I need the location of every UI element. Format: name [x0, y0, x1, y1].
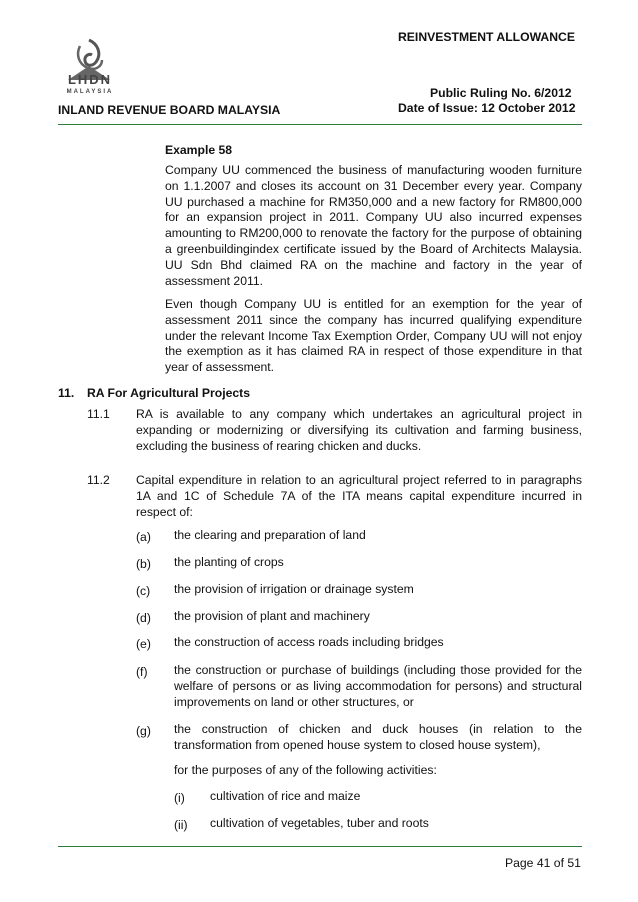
subsection-11-1-number: 11.1: [87, 407, 110, 421]
organization-name: INLAND REVENUE BOARD MALAYSIA: [58, 103, 281, 117]
list-item-label: (c): [136, 584, 151, 598]
list-item: the provision of plant and machinery: [174, 609, 370, 623]
section-title: RA For Agricultural Projects: [87, 386, 250, 400]
list-item: the provision of irrigation or drainage system: [174, 582, 414, 596]
subsection-11-2-number: 11.2: [87, 473, 110, 487]
subsection-11-2-text: Capital expenditure in relation to an agricultural project referred to in paragraphs 1A and 1C of Schedule 7A of the ITA means capital expenditure incurred in respect of:: [136, 473, 582, 519]
list-item: the construction or purchase of buildings (including those provided for the welfare of persons or as living accommodation for persons) and structural improvements on land or other structures, or: [174, 663, 582, 709]
list-item: the clearing and preparation of land: [174, 528, 366, 542]
activity-label: (i): [174, 791, 185, 805]
list-item-label: (b): [136, 557, 151, 571]
activity-item: cultivation of rice and maize: [210, 789, 361, 803]
example-heading: Example 58: [165, 143, 233, 157]
list-item-label: (f): [136, 665, 148, 679]
list-item-label: (a): [136, 530, 151, 544]
example-paragraph-2: Even though Company UU is entitled for an exemption for the year of assessment 2011 since the company has incurred qualifying expenditure under the relevant Income Tax Exemption Order, Company UU will not enjoy the exemption as it has claimed RA in respect of those expenditure in that year of assessment.: [165, 297, 582, 375]
list-item: the construction of chicken and duck houses (in relation to the transformation from opened house system to closed house system),: [174, 722, 582, 752]
logo-text-bottom: MALAYSIA: [66, 89, 114, 95]
activity-label: (ii): [174, 818, 188, 832]
ruling-number: Public Ruling No. 6/2012: [430, 86, 572, 100]
list-item-label: (d): [136, 611, 151, 625]
section-number: 11.: [58, 386, 75, 400]
example-paragraph-1: Company UU commenced the business of manufacturing wooden furniture on 1.1.2007 and closes its account on 31 December every year. Company UU purchased a machine for RM350,000 and a new factory for RM800,000 for an expansion project in 2011. Company UU also incurred expenses amounting to RM200,000 to renovate the factory for the purpose of obtaining a greenbuildingindex certificate issued by the Board of Architects Malaysia. UU Sdn Bhd claimed RA on the machine and factory in the year of assessment 2011.: [165, 163, 582, 288]
list-item: the planting of crops: [174, 555, 284, 569]
page-number: Page 41 of 51: [505, 856, 581, 870]
list-item-label: (g): [136, 724, 151, 738]
list-item: the construction of access roads including bridges: [174, 635, 444, 649]
header-rule: [58, 124, 582, 125]
purposes-intro: for the purposes of any of the following activities:: [174, 763, 437, 777]
logo-text-top: LHDN: [67, 72, 113, 87]
issue-date: Date of Issue: 12 October 2012: [398, 101, 576, 115]
subsection-11-1-text: RA is available to any company which undertakes an agricultural project in expanding or modernizing or diversifying its cultivation and farming business, excluding the business of rearing chicken and ducks.: [136, 407, 582, 453]
footer-rule: [58, 846, 582, 847]
document-title: REINVESTMENT ALLOWANCE: [398, 30, 575, 44]
activity-item: cultivation of vegetables, tuber and roots: [210, 816, 429, 830]
list-item-label: (e): [136, 637, 151, 651]
